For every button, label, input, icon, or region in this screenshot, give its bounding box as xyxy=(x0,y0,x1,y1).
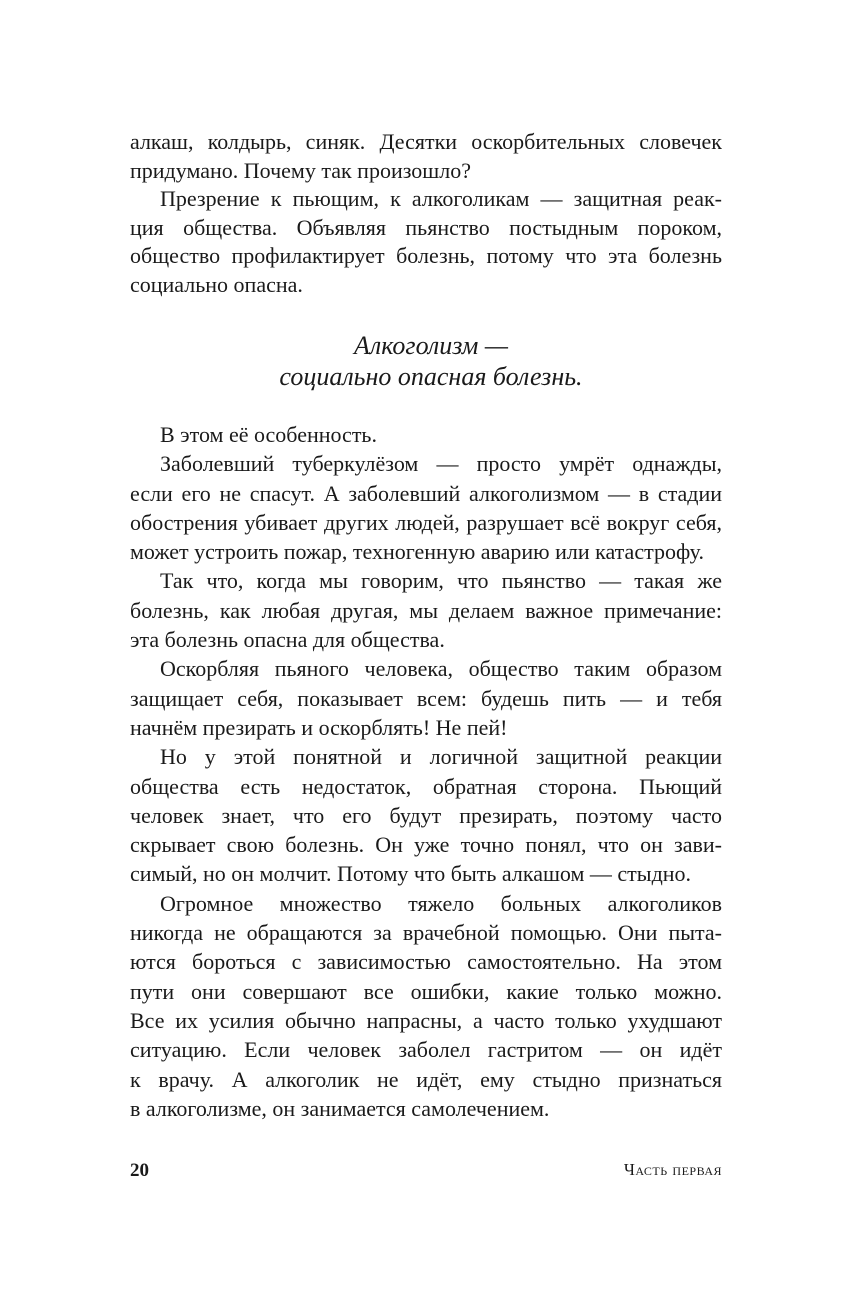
text-line: Огромное множество тяжело больных алкоголиков xyxy=(160,890,722,916)
page-number: 20 xyxy=(130,1160,149,1181)
paragraph xyxy=(130,742,722,888)
text-line: Оскорбляя пьяного человека, общество таким образом xyxy=(160,656,722,682)
text-line: если его не спасут. А заболевший алкоголизмом — в стадии xyxy=(130,480,722,506)
body-text xyxy=(130,420,722,1123)
heading-line-2: социально опасная болезнь. xyxy=(279,362,583,391)
text-line: никогда не обращаются за врачебной помощью. Они пыта- xyxy=(130,920,722,946)
text-line: Так что, когда мы говорим, что пьянство — такая же xyxy=(160,568,722,594)
text-line: В этом её особенность. xyxy=(160,422,377,447)
text-line: может устроить пожар, техногенную аварию или катастрофу. xyxy=(130,539,704,565)
text-line: человек знает, что его будут презирать, поэтому часто xyxy=(130,802,722,828)
paragraph xyxy=(130,889,722,1123)
text-line: придумано. Почему так произошло? xyxy=(130,157,471,183)
text-line: защищает себя, показывает всем: будешь пить — и тебя xyxy=(130,685,722,711)
text-line: социально опасна. xyxy=(130,271,303,297)
text-line: в алкоголизме, он занимается самолечением. xyxy=(130,1095,550,1121)
text-line: Заболевший туберкулёзом — просто умрёт однажды, xyxy=(160,451,722,477)
text-line: Но у этой понятной и логичной защитной реакции xyxy=(160,744,722,770)
top-text xyxy=(130,128,722,299)
text-line: общества есть недостаток, обратная сторона. Пьющий xyxy=(130,773,722,799)
text-line: ются бороться с зависимостью самостоятельно. На этом xyxy=(130,949,722,975)
heading-line-1: Алкоголизм — xyxy=(354,331,508,360)
text-line: общество профилактирует болезнь, потому что эта болезнь xyxy=(130,243,722,268)
text-line: пути они совершают все ошибки, какие только можно. xyxy=(130,978,722,1004)
running-title: Часть первая xyxy=(623,1160,722,1179)
text-line: начнём презирать и оскорблять! Не пей! xyxy=(130,714,508,740)
text-line: болезнь, как любая другая, мы делаем важное примечание: xyxy=(130,597,722,623)
text-line: ция общества. Объявляя пьянство постыдным пороком, xyxy=(130,214,722,240)
text-line: эта болезнь опасна для общества. xyxy=(130,627,445,653)
text-line: алкаш, колдырь, синяк. Десятки оскорбительных словечек xyxy=(130,129,722,154)
text-line: Презрение к пьющим, к алкоголикам — защитная реак- xyxy=(160,186,722,211)
paragraph xyxy=(130,449,722,566)
text-line: к врачу. А алкоголик не идёт, ему стыдно признаться xyxy=(130,1066,722,1092)
section-heading xyxy=(0,330,862,392)
text-line: ситуацию. Если человек заболел гастритом — он идёт xyxy=(130,1037,722,1063)
paragraph xyxy=(130,420,722,449)
text-line: симый, но он молчит. Потому что быть алкашом — стыдно. xyxy=(130,861,692,887)
paragraph xyxy=(130,654,722,742)
text-line: скрывает свою болезнь. Он уже точно понял, что он зави- xyxy=(130,832,722,858)
paragraph xyxy=(130,566,722,654)
paragraph xyxy=(130,185,722,299)
paragraph xyxy=(130,128,722,185)
text-line: обострения убивает других людей, разрушает всё вокруг себя, xyxy=(130,509,722,535)
text-line: Все их усилия обычно напрасны, а часто только ухудшают xyxy=(130,1007,722,1033)
